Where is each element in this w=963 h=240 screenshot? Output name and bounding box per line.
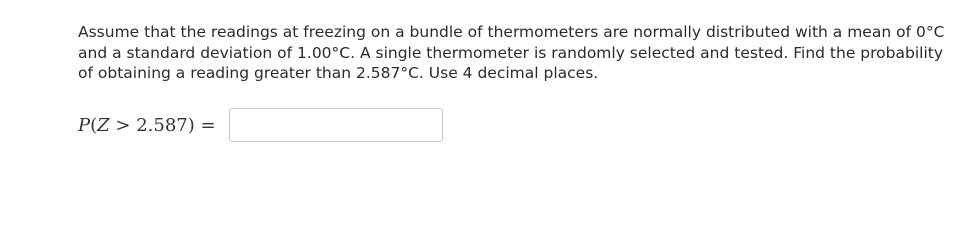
- answer-input[interactable]: [229, 108, 443, 142]
- probability-expression: [78, 115, 221, 136]
- z-variable: Z: [97, 114, 110, 136]
- answer-row: [78, 108, 443, 142]
- prob-symbol: P: [78, 114, 91, 136]
- inequality-text: > 2.587) =: [109, 114, 222, 136]
- problem-statement: Assume that the readings at freezing on a bundle of thermometers are normally distributed with a mean of 0°C and a standard deviation of 1.00°C. A single thermometer is randomly selected and tested. Find the probability of obtaining a reading greater than 2.587°C. Use 4 decimal places.: [78, 23, 945, 82]
- open-paren: (: [90, 114, 98, 136]
